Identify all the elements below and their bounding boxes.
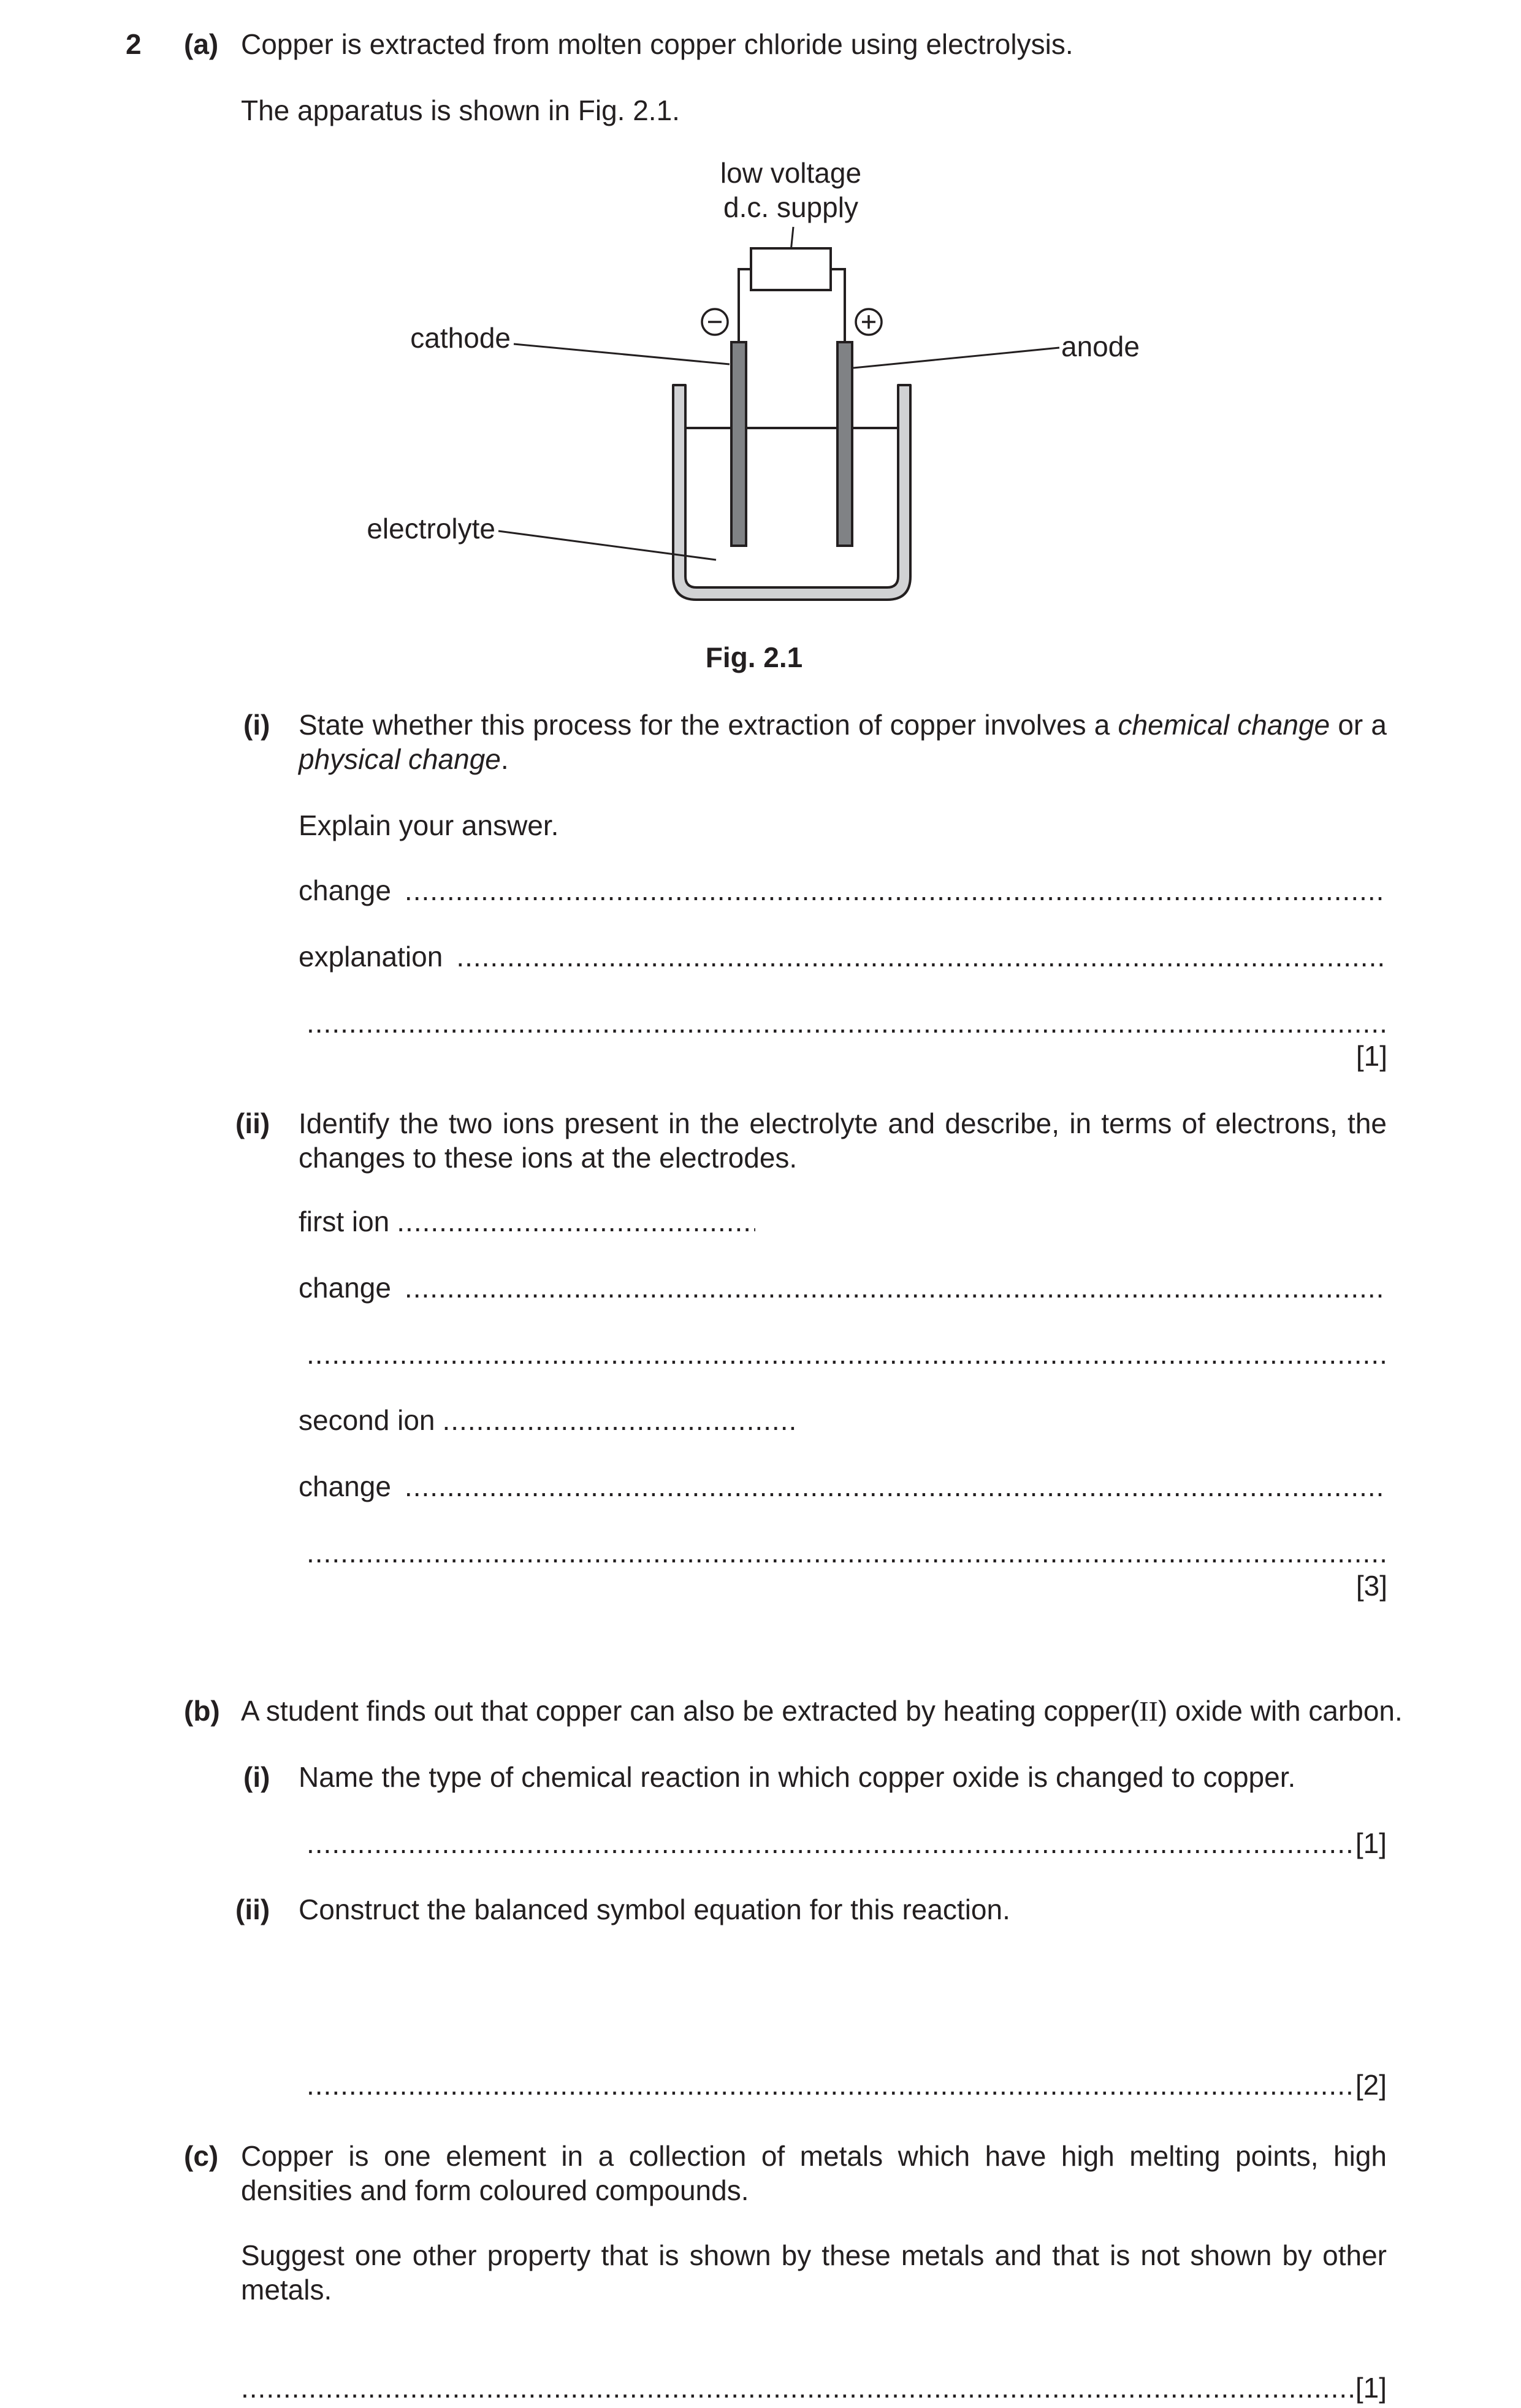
part-b-sub-i-question: Name the type of chemical reaction in which copper oxide is changed to copper. [299, 1761, 1296, 1793]
part-b-sub-ii-question: Construct the balanced symbol equation for this reaction. [299, 1894, 1010, 1925]
part-b-sub-i-label: (i) [243, 1761, 270, 1793]
part-b-sub-i-marks: [1] [1355, 1827, 1387, 1859]
apparatus-text: The apparatus is shown in Fig. 2.1. [241, 94, 680, 126]
sub-i-question: State whether this process for the extraction of copper involves a chemical change or a physical change. [299, 709, 1387, 775]
sub-i-marks: [1] [1355, 1040, 1387, 1072]
sub-i-label: (i) [243, 709, 270, 741]
part-c-label: (c) [184, 2140, 219, 2172]
second-change-label: change [299, 1470, 391, 1502]
explanation-label: explanation [299, 941, 443, 973]
figure-caption: Fig. 2.1 [705, 641, 803, 673]
second-change-answer-line[interactable] [299, 1469, 1387, 1504]
dc-supply-box [751, 248, 831, 290]
first-change-answer-line-2[interactable] [307, 1337, 1387, 1371]
explanation-answer-line-2[interactable] [307, 1006, 1387, 1040]
second-ion-answer-line[interactable] [299, 1403, 796, 1437]
first-change-answer-line[interactable] [299, 1271, 1387, 1305]
sub-ii-marks: [3] [1355, 1570, 1387, 1602]
explain-instruction: Explain your answer. [299, 809, 559, 841]
part-b-intro: A student finds out that copper can also be extracted by heating copper(II) oxide with carbon. [241, 1695, 1403, 1727]
property-answer-line[interactable] [241, 2371, 1387, 2405]
anode-electrode [837, 342, 852, 546]
beaker [673, 385, 910, 600]
cathode-label: cathode [410, 322, 511, 354]
part-c-suggest: Suggest one other property that is shown by these metals and that is not shown by other metals. [241, 2239, 1387, 2306]
second-change-answer-line-2[interactable] [307, 1535, 1387, 1570]
question-number: 2 [126, 28, 142, 60]
supply-label-line2: d.c. supply [723, 191, 858, 223]
anode-label: anode [1061, 331, 1140, 362]
change-answer-line[interactable] [299, 873, 1387, 908]
part-b-sub-ii-label: (ii) [235, 1894, 270, 1925]
part-a-label: (a) [184, 28, 219, 60]
equation-answer-line[interactable] [307, 2068, 1387, 2102]
supply-label-line1: low voltage [720, 157, 862, 189]
part-c-text: Copper is one element in a collection of metals which have high melting points, high densities and form coloured compounds. [241, 2140, 1387, 2206]
part-b-label: (b) [184, 1695, 220, 1727]
part-a-intro: Copper is extracted from molten copper chloride using electrolysis. [241, 28, 1073, 60]
cathode-electrode [731, 342, 746, 546]
sub-ii-label: (ii) [235, 1107, 270, 1139]
electrolysis-apparatus-diagram [0, 0, 1521, 687]
part-b-sub-ii-marks: [2] [1355, 2069, 1387, 2101]
part-c-marks: [1] [1355, 2372, 1387, 2404]
first-ion-label: first ion [299, 1206, 390, 1237]
change-label: change [299, 874, 391, 906]
first-ion-answer-line[interactable] [299, 1204, 755, 1239]
second-ion-label: second ion [299, 1404, 435, 1436]
reaction-type-answer-line[interactable] [307, 1826, 1387, 1860]
first-change-label: change [299, 1272, 391, 1304]
electrolyte-label: electrolyte [367, 513, 495, 545]
explanation-answer-line[interactable] [299, 939, 1387, 974]
sub-ii-question: Identify the two ions present in the electrolyte and describe, in terms of electrons, the changes to these ions at the electrodes. [299, 1107, 1387, 1174]
